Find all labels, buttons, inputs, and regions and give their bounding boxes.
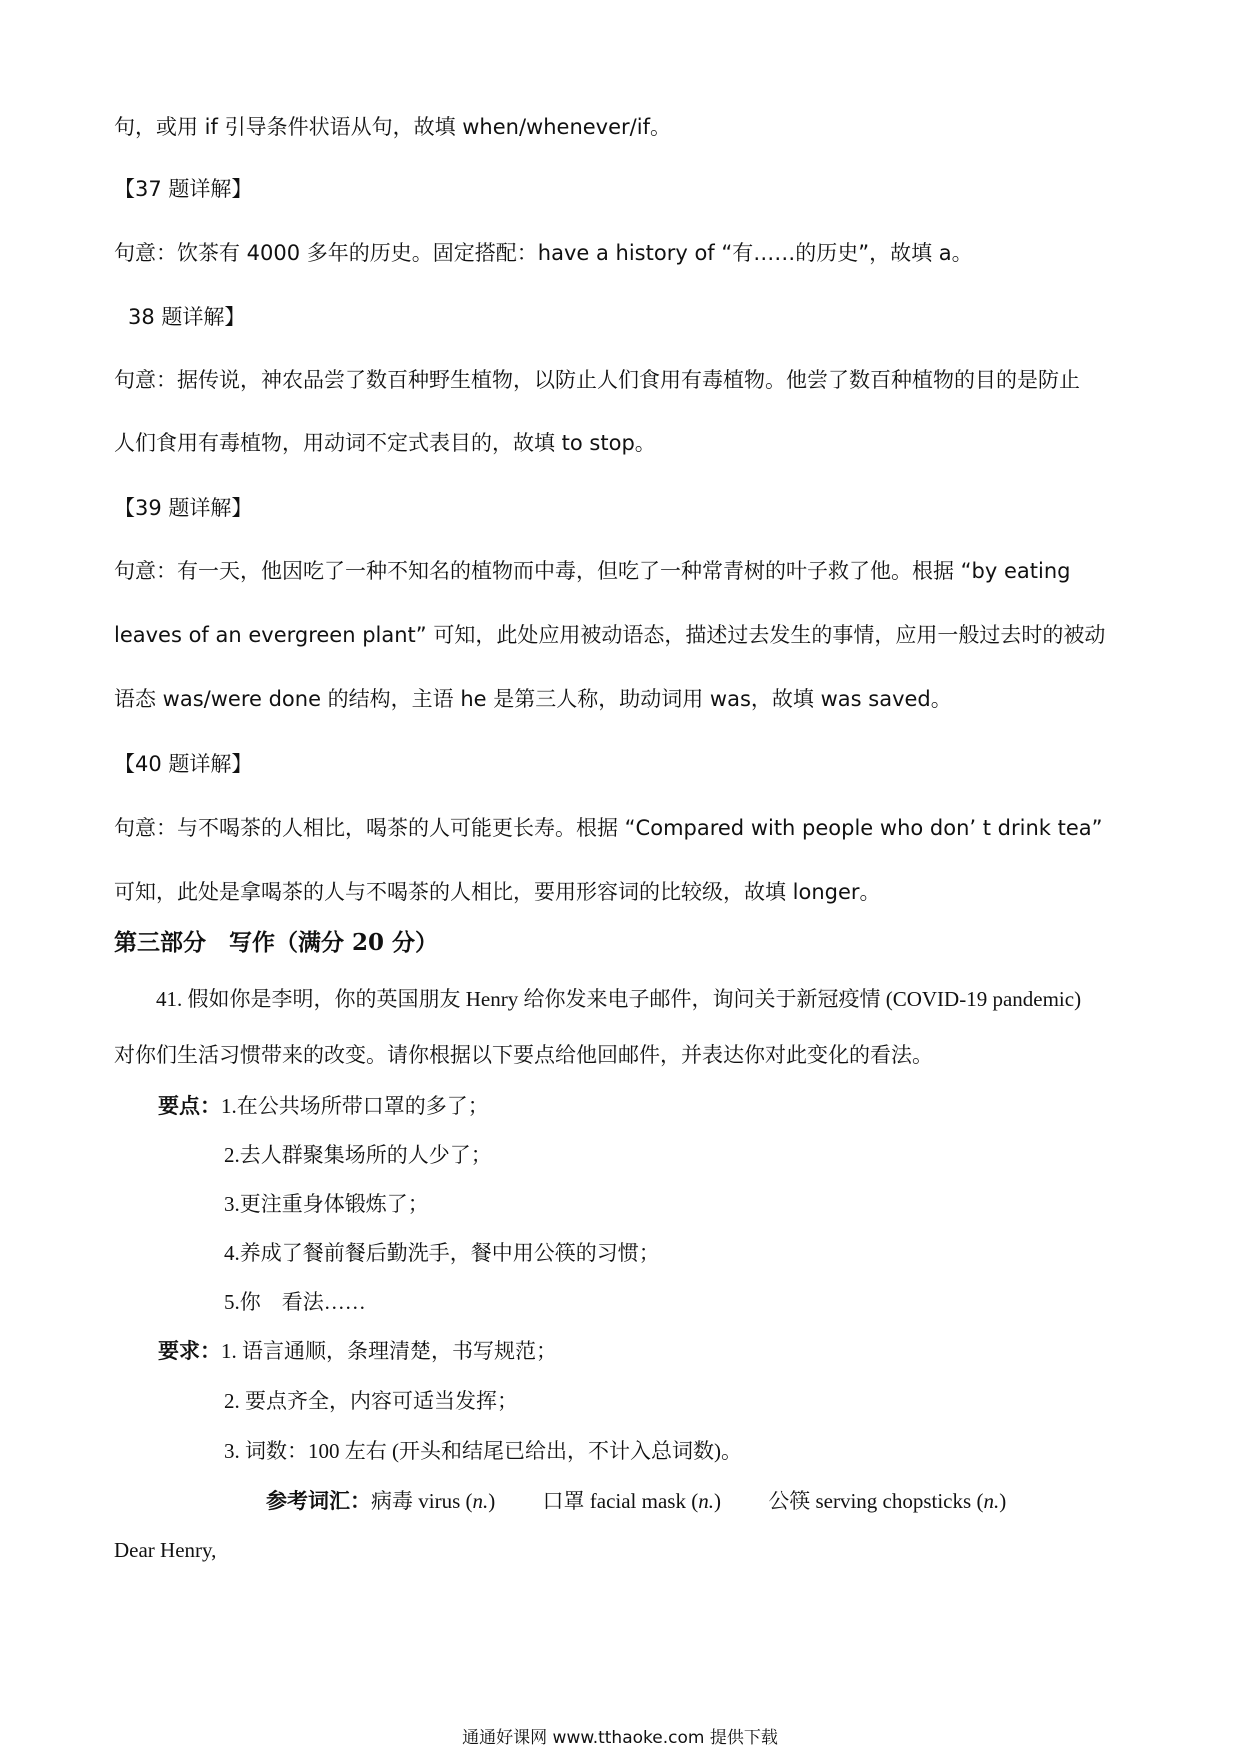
vocab-cn: 病毒 — [371, 1489, 413, 1513]
text-line: 语态 was/were done 的结构，主语 he 是第三人称，助动词用 was，故填 was saved。 — [114, 687, 952, 711]
question-header-39: 【39 题详解】 — [114, 496, 253, 520]
text-line: 句，或用 if 引导条件状语从句，故填 when/whenever/if。 — [114, 115, 671, 139]
question-header-37: 【37 题详解】 — [114, 177, 253, 201]
salutation: Dear Henry, — [114, 1538, 217, 1562]
section-heading: 第三部分 写作（满分 20 分） — [114, 929, 439, 956]
requirement-item: 1. 语言通顺，条理清楚，书写规范； — [221, 1339, 557, 1363]
text-line: 可知，此处是拿喝茶的人与不喝茶的人相比，要用形容词的比较级，故填 longer。 — [114, 880, 881, 904]
question-header-38: 38 题详解】 — [128, 305, 246, 329]
vocab-en: serving chopsticks — [815, 1489, 972, 1513]
requirements-label: 要求： — [158, 1339, 221, 1363]
text-line: 句意：据传说，神农品尝了数百种野生植物，以防止人们食用有毒植物。他尝了数百种植物的目的是防止 — [114, 368, 1080, 392]
text-line: leaves of an evergreen plant” 可知，此处应用被动语态，描述过去发生的事情，应用一般过去时的被动 — [114, 623, 1106, 647]
points-label: 要点： — [158, 1094, 221, 1118]
question-41-line1: 41. 假如你是李明，你的英国朋友 Henry 给你发来电子邮件，询问关于新冠疫情 (COVID-19 pandemic) — [156, 987, 1082, 1011]
vocab-en: virus — [418, 1489, 461, 1513]
point-item: 5.你 看法…… — [224, 1290, 366, 1314]
point-item: 2.去人群聚集场所的人少了； — [224, 1143, 492, 1167]
vocab-en: facial mask — [589, 1489, 686, 1513]
vocab-pos: n. — [472, 1489, 489, 1513]
question-header-40: 【40 题详解】 — [114, 752, 253, 776]
vocab-pos: n. — [698, 1489, 714, 1513]
point-item: 1.在公共场所带口罩的多了； — [221, 1094, 489, 1118]
requirement-item: 2. 要点齐全，内容可适当发挥； — [224, 1389, 518, 1413]
text-line: 句意：饮茶有 4000 多年的历史。固定搭配：have a history of “有……的历史”，故填 a。 — [114, 241, 973, 265]
question-41-line2: 对你们生活习惯带来的改变。请你根据以下要点给他回邮件，并表达你对此变化的看法。 — [114, 1043, 933, 1067]
points-row — [158, 1091, 489, 1121]
vocab-pos: n. — [983, 1489, 1000, 1513]
text-line: 句意：有一天，他因吃了一种不知名的植物而中毒，但吃了一种常青树的叶子救了他。根据 “by eating — [114, 559, 1071, 583]
requirements-row — [158, 1336, 557, 1366]
vocab-cn: 口罩 — [542, 1489, 585, 1513]
vocab-cn: 公筷 — [768, 1489, 811, 1513]
requirement-item: 3. 词数：100 左右 (开头和结尾已给出，不计入总词数)。 — [224, 1439, 742, 1463]
point-item: 3.更注重身体锻炼了； — [224, 1192, 429, 1216]
vocab-row: 参考词汇：病毒 virus (n.) 口罩 facial mask (n.) 公筷 serving chopsticks (n.) — [266, 1489, 1007, 1513]
point-item: 4.养成了餐前餐后勤洗手，餐中用公筷的习惯； — [224, 1241, 660, 1265]
text-line: 句意：与不喝茶的人相比，喝茶的人可能更长寿。根据 “Compared with people who don’ t drink tea” — [114, 816, 1103, 840]
footer-source: 通通好课网 www.tthaoke.com 提供下载 — [462, 1728, 778, 1748]
vocab-label: 参考词汇： — [266, 1489, 371, 1513]
text-line: 人们食用有毒植物，用动词不定式表目的，故填 to stop。 — [114, 431, 656, 455]
